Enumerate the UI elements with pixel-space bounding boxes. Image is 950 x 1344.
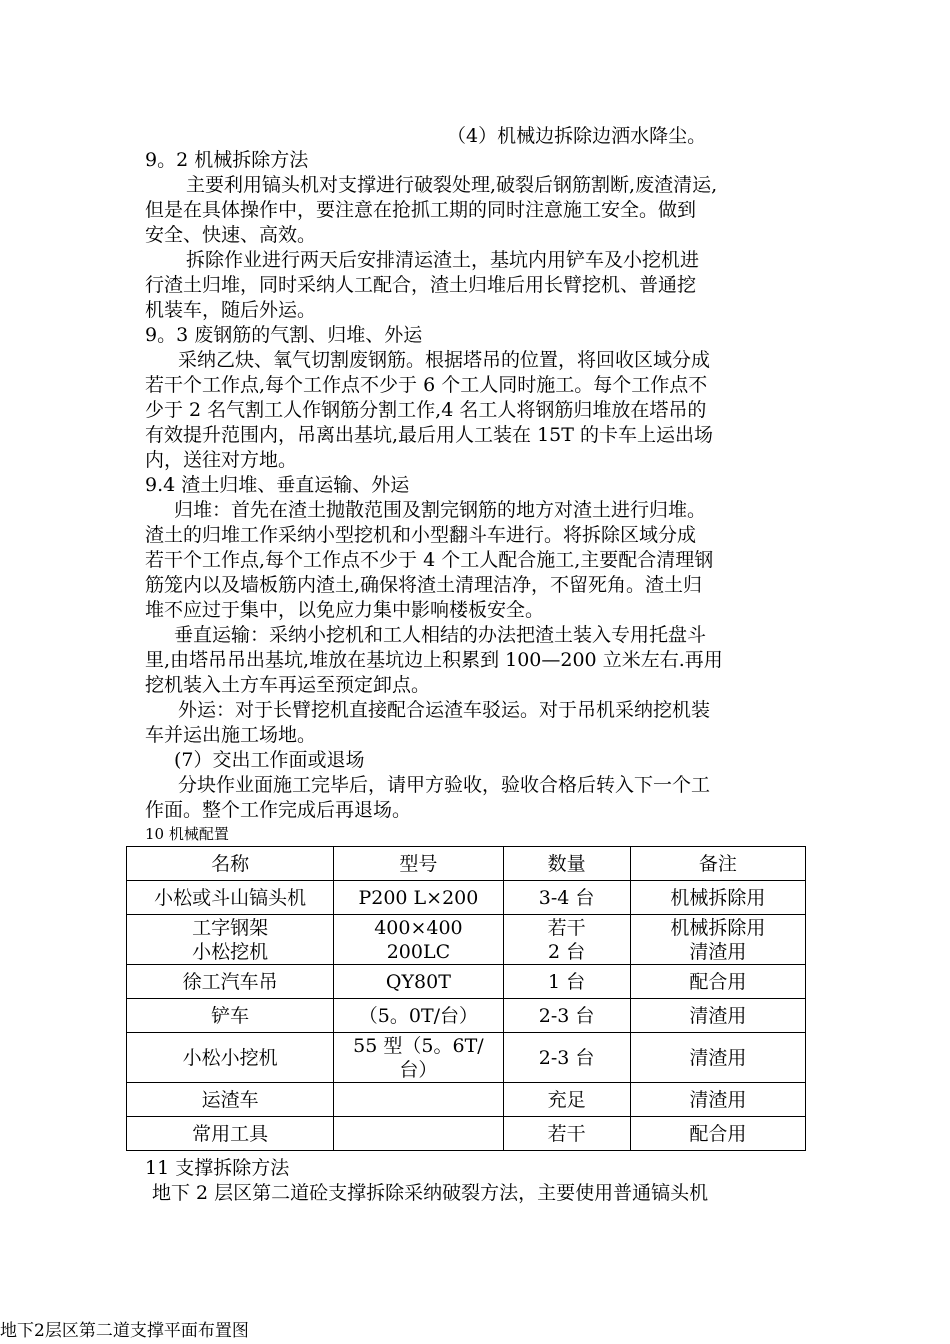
- cell: [334, 1117, 503, 1151]
- cell: 若干: [503, 1117, 630, 1151]
- text-line: 挖机装入土方车再运至预定卸点。: [145, 674, 431, 696]
- cell: [503, 915, 630, 965]
- table-header-row: [127, 847, 806, 881]
- header-model: 型号: [334, 847, 503, 881]
- cell-line: 若干: [547, 916, 586, 939]
- cell: [334, 915, 503, 965]
- cell: 配合用: [630, 965, 805, 999]
- text-line: 若干个工作点,每个工作点不少于 4 个工人配合施工,主要配合清理钢: [145, 549, 714, 571]
- table-row: [127, 881, 806, 915]
- cell: 3-4 台: [503, 881, 630, 915]
- text-line: 分块作业面施工完毕后，请甲方验收，验收合格后转入下一个工: [178, 774, 711, 796]
- section-heading: 11 支撑拆除方法: [145, 1157, 290, 1179]
- text-line: 采纳乙炔、氧气切割废钢筋。根据塔吊的位置，将回收区域分成: [178, 349, 711, 371]
- text-line: 里,由塔吊吊出基坑,堆放在基坑边上积累到 100—200 立米左右.再用: [145, 649, 723, 671]
- header-name: 名称: [127, 847, 334, 881]
- text-line: （4）机械边拆除边洒水降尘。: [447, 125, 707, 147]
- cell-line: 机械拆除用: [670, 916, 766, 939]
- cell: [630, 915, 805, 965]
- text-line: 有效提升范围内，吊离出基坑,最后用人工装在 15T 的卡车上运出场: [145, 424, 713, 446]
- cell: 清渣用: [630, 1033, 805, 1083]
- text-line: 若干个工作点,每个工作点不少于 6 个工人同时施工。每个工作点不: [145, 374, 708, 396]
- cell-line: 工字钢架: [192, 916, 269, 939]
- text-line: 主要利用镐头机对支撑进行破裂处理,破裂后钢筋割断,废渣清运,: [186, 174, 718, 196]
- cell: [334, 1033, 503, 1083]
- cell: 2-3 台: [503, 1033, 630, 1083]
- section-heading: (7）交出工作面或退场: [174, 749, 365, 771]
- text-line: 归堆：首先在渣土抛散范围及割完钢筋的地方对渣土进行归堆。: [174, 499, 707, 521]
- text-line: 拆除作业进行两天后安排清运渣土，基坑内用铲车及小挖机进: [186, 249, 700, 271]
- cell: [334, 1083, 503, 1117]
- cell-line: 小松挖机: [192, 940, 269, 963]
- text-line: 作面。整个工作完成后再退场。: [145, 799, 412, 821]
- header-remark: 备注: [630, 847, 805, 881]
- text-line: 渣土的归堆工作采纳小型挖机和小型翻斗车进行。将拆除区域分成: [145, 524, 697, 546]
- text-line: 少于 2 名气割工人作钢筋分割工作,4 名工人将钢筋归堆放在塔吊的: [145, 399, 707, 421]
- text-line: 地下 2 层区第二道砼支撑拆除采纳破裂方法，主要使用普通镐头机: [152, 1182, 709, 1204]
- cell: P200 L×200: [334, 881, 503, 915]
- machinery-table: [126, 846, 806, 1151]
- text-line: 车并运出施工场地。: [145, 724, 317, 746]
- cell: 1 台: [503, 965, 630, 999]
- text-line: 内，送往对方地。: [145, 449, 298, 471]
- cell: 机械拆除用: [630, 881, 805, 915]
- text-line: 外运：对于长臂挖机直接配合运渣车驳运。对于吊机采纳挖机装: [178, 699, 711, 721]
- cell: QY80T: [334, 965, 503, 999]
- text-line: 安全、快速、高效。: [145, 224, 317, 246]
- cell-line: 200LC: [386, 940, 451, 963]
- cell: 运渣车: [127, 1083, 334, 1117]
- cell-line: 55 型（5。6T/: [353, 1034, 484, 1057]
- text-line: 但是在具体操作中，要注意在抢抓工期的同时注意施工安全。做到: [145, 199, 697, 221]
- text-line: 垂直运输：采纳小挖机和工人相结的办法把渣土装入专用托盘斗: [174, 624, 707, 646]
- cell-line: 400×400: [374, 916, 463, 939]
- cell-line: 台）: [399, 1058, 438, 1081]
- cell-line: 2 台: [548, 940, 586, 963]
- cell: 常用工具: [127, 1117, 334, 1151]
- text-line: 行渣土归堆，同时采纳人工配合，渣土归堆后用长臂挖机、普通挖: [145, 274, 697, 296]
- cell: 徐工汽车吊: [127, 965, 334, 999]
- table-row: [127, 999, 806, 1033]
- text-line: 堆不应过于集中，以免应力集中影响楼板安全。: [145, 599, 545, 621]
- table-row: [127, 1083, 806, 1117]
- cell: （5。0T/台）: [334, 999, 503, 1033]
- text-line: 筋笼内以及墙板筋内渣土,确保将渣土清理洁净，不留死角。渣土归: [145, 574, 703, 596]
- cell: 小松或斗山镐头机: [127, 881, 334, 915]
- cell: 配合用: [630, 1117, 805, 1151]
- cell: 小松小挖机: [127, 1033, 334, 1083]
- section-heading: 9。2 机械拆除方法: [145, 149, 309, 171]
- section-heading: 9。3 废钢筋的气割、归堆、外运: [145, 324, 423, 346]
- cell: 清渣用: [630, 999, 805, 1033]
- cell: [127, 915, 334, 965]
- page-footer-caption: 地下2层区第二道支撑平面布置图: [0, 1321, 249, 1341]
- text-line: 机装车，随后外运。: [145, 299, 317, 321]
- header-quantity: 数量: [503, 847, 630, 881]
- table-row: [127, 1117, 806, 1151]
- table-row: [127, 915, 806, 965]
- cell-line: 清渣用: [689, 940, 747, 963]
- cell: 铲车: [127, 999, 334, 1033]
- table-row: [127, 965, 806, 999]
- cell: 充足: [503, 1083, 630, 1117]
- table-title: 10 机械配置: [145, 825, 229, 843]
- table-row: [127, 1033, 806, 1083]
- cell: 清渣用: [630, 1083, 805, 1117]
- section-heading: 9.4 渣土归堆、垂直运输、外运: [145, 474, 410, 496]
- cell: 2-3 台: [503, 999, 630, 1033]
